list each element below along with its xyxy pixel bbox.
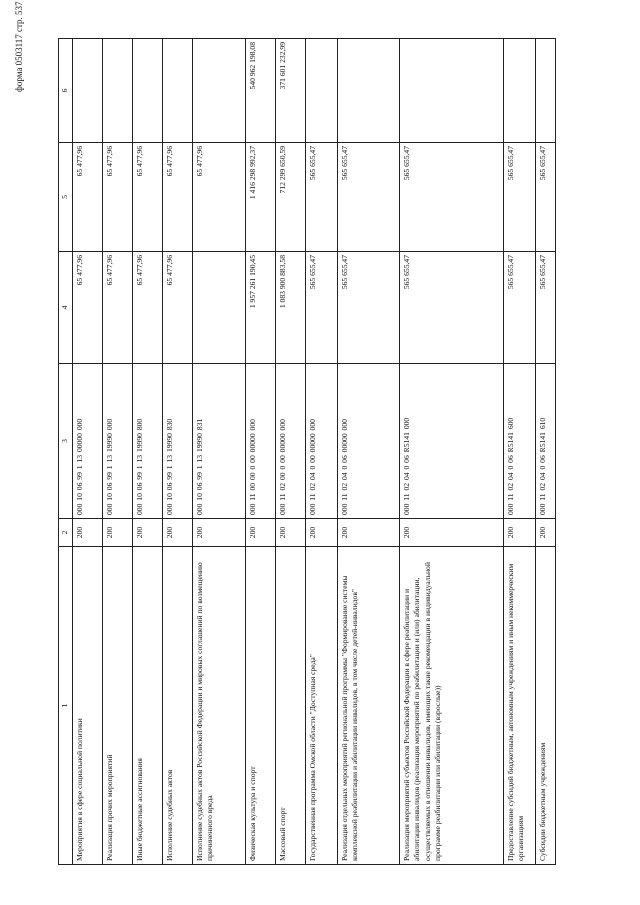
row-code: 200: [275, 519, 305, 547]
row-col5: 565 655,47: [337, 143, 399, 252]
table-row: [102, 39, 132, 865]
row-code: 200: [192, 519, 245, 547]
form-note: форма 0503117 стр. 537: [14, 1, 24, 92]
header-cell-6: 6: [59, 39, 73, 143]
table-row: [399, 39, 503, 865]
table-row: [245, 39, 275, 865]
row-code: 200: [102, 519, 132, 547]
header-cell-4: 4: [59, 252, 73, 364]
row-kbk: 000 11 02 04 0 06 00000 000: [337, 364, 399, 519]
header-cell-3: 3: [59, 364, 73, 519]
row-col4: 565 655,47: [305, 252, 337, 364]
row-kbk: 000 10 06 99 1 13 19990 831: [192, 364, 245, 519]
table-row: [305, 39, 337, 865]
row-code: 200: [245, 519, 275, 547]
row-col5: 565 655,47: [399, 143, 503, 252]
table-row: [162, 39, 192, 865]
row-kbk: 000 11 02 04 0 06 R5141 610: [535, 364, 555, 519]
row-name: Исполнение судебных актов: [162, 547, 192, 865]
table-row: [132, 39, 162, 865]
row-name: Массовый спорт: [275, 547, 305, 865]
table-row: [192, 39, 245, 865]
row-kbk: 000 10 06 99 1 13 19990 000: [102, 364, 132, 519]
row-col4: [192, 252, 245, 364]
row-col6: 371 601 232,99: [275, 39, 305, 143]
row-kbk: 000 11 02 04 0 06 R5141 000: [399, 364, 503, 519]
row-col5: 565 655,47: [503, 143, 535, 252]
row-col6: [102, 39, 132, 143]
row-kbk: 000 11 02 04 0 00 00000 000: [305, 364, 337, 519]
row-col4: 65 477,96: [102, 252, 132, 364]
row-col5: 1 416 298 992,37: [245, 143, 275, 252]
table-row: [503, 39, 535, 865]
row-col5: 65 477,96: [192, 143, 245, 252]
row-kbk: 000 11 02 04 0 06 R5141 600: [503, 364, 535, 519]
row-col4: 565 655,47: [503, 252, 535, 364]
row-col4: 565 655,47: [337, 252, 399, 364]
row-col6: 540 962 198,08: [245, 39, 275, 143]
row-col6: [503, 39, 535, 143]
row-col4: 1 083 900 883,58: [275, 252, 305, 364]
row-col5: 65 477,96: [102, 143, 132, 252]
table-row: [72, 39, 102, 865]
row-col5: 65 477,96: [132, 143, 162, 252]
row-kbk: 000 10 06 99 1 13 19990 830: [162, 364, 192, 519]
row-col6: [192, 39, 245, 143]
header-cell-2: 2: [59, 519, 73, 547]
row-col5: 565 655,47: [305, 143, 337, 252]
row-name: Реализация мероприятий субъектов Российской Федерации в сфере реабилитации и абилитации инвалидов (реализация мероприятий по реабилитации и (или) абилитации, осуществляемых в отношении инвалидов, имеющих такие рекомендации в индивидуальной программе реабилитации или абилитации (взрослые)): [399, 547, 503, 865]
row-code: 200: [535, 519, 555, 547]
row-name: Физическая культура и спорт: [245, 547, 275, 865]
row-code: 200: [162, 519, 192, 547]
row-col6: [132, 39, 162, 143]
row-col4: 1 957 261 190,45: [245, 252, 275, 364]
table-row: [535, 39, 555, 865]
row-col6: [399, 39, 503, 143]
row-col5: 712 299 650,59: [275, 143, 305, 252]
row-col6: [337, 39, 399, 143]
table-row: [337, 39, 399, 865]
row-kbk: 000 10 06 99 1 13 19990 800: [132, 364, 162, 519]
header-row: [59, 39, 73, 865]
row-col4: 565 655,47: [399, 252, 503, 364]
row-col6: [72, 39, 102, 143]
table-row: [275, 39, 305, 865]
row-name: Реализация отдельных мероприятий региональной программы "Формирование системы комплексной реабилитации и абилитации инвалидов, в том числе детей-инвалидов": [337, 547, 399, 865]
row-code: 200: [503, 519, 535, 547]
header-cell-1: 1: [59, 547, 73, 865]
row-col4: 65 477,96: [132, 252, 162, 364]
row-col5: 65 477,96: [162, 143, 192, 252]
row-col4: 565 655,47: [535, 252, 555, 364]
header-cell-5: 5: [59, 143, 73, 252]
row-code: 200: [305, 519, 337, 547]
row-col5: 565 655,47: [535, 143, 555, 252]
row-kbk: 000 11 00 00 0 00 00000 000: [245, 364, 275, 519]
row-code: 200: [337, 519, 399, 547]
row-name: Мероприятия в сфере социальной политики: [72, 547, 102, 865]
row-code: 200: [399, 519, 503, 547]
row-name: Исполнение судебных актов Российской Федерации и мировых соглашений по возмещению причиненного вреда: [192, 547, 245, 865]
row-col6: [305, 39, 337, 143]
report-table: [58, 38, 556, 865]
row-kbk: 000 10 06 99 1 13 00000 000: [72, 364, 102, 519]
row-name: Иные бюджетные ассигнования: [132, 547, 162, 865]
row-name: Реализация прочих мероприятий: [102, 547, 132, 865]
row-name: Субсидии бюджетным учреждениям: [535, 547, 555, 865]
row-code: 200: [132, 519, 162, 547]
row-col4: 65 477,96: [162, 252, 192, 364]
row-col6: [162, 39, 192, 143]
row-col4: 65 477,96: [72, 252, 102, 364]
row-name: Предоставление субсидий бюджетным, автономным учреждениям и иным некоммерческим организациям: [503, 547, 535, 865]
row-col6: [535, 39, 555, 143]
row-kbk: 000 11 02 00 0 00 00000 000: [275, 364, 305, 519]
row-name: Государственная программа Омской области "Доступная среда": [305, 547, 337, 865]
row-code: 200: [72, 519, 102, 547]
row-col5: 65 477,96: [72, 143, 102, 252]
